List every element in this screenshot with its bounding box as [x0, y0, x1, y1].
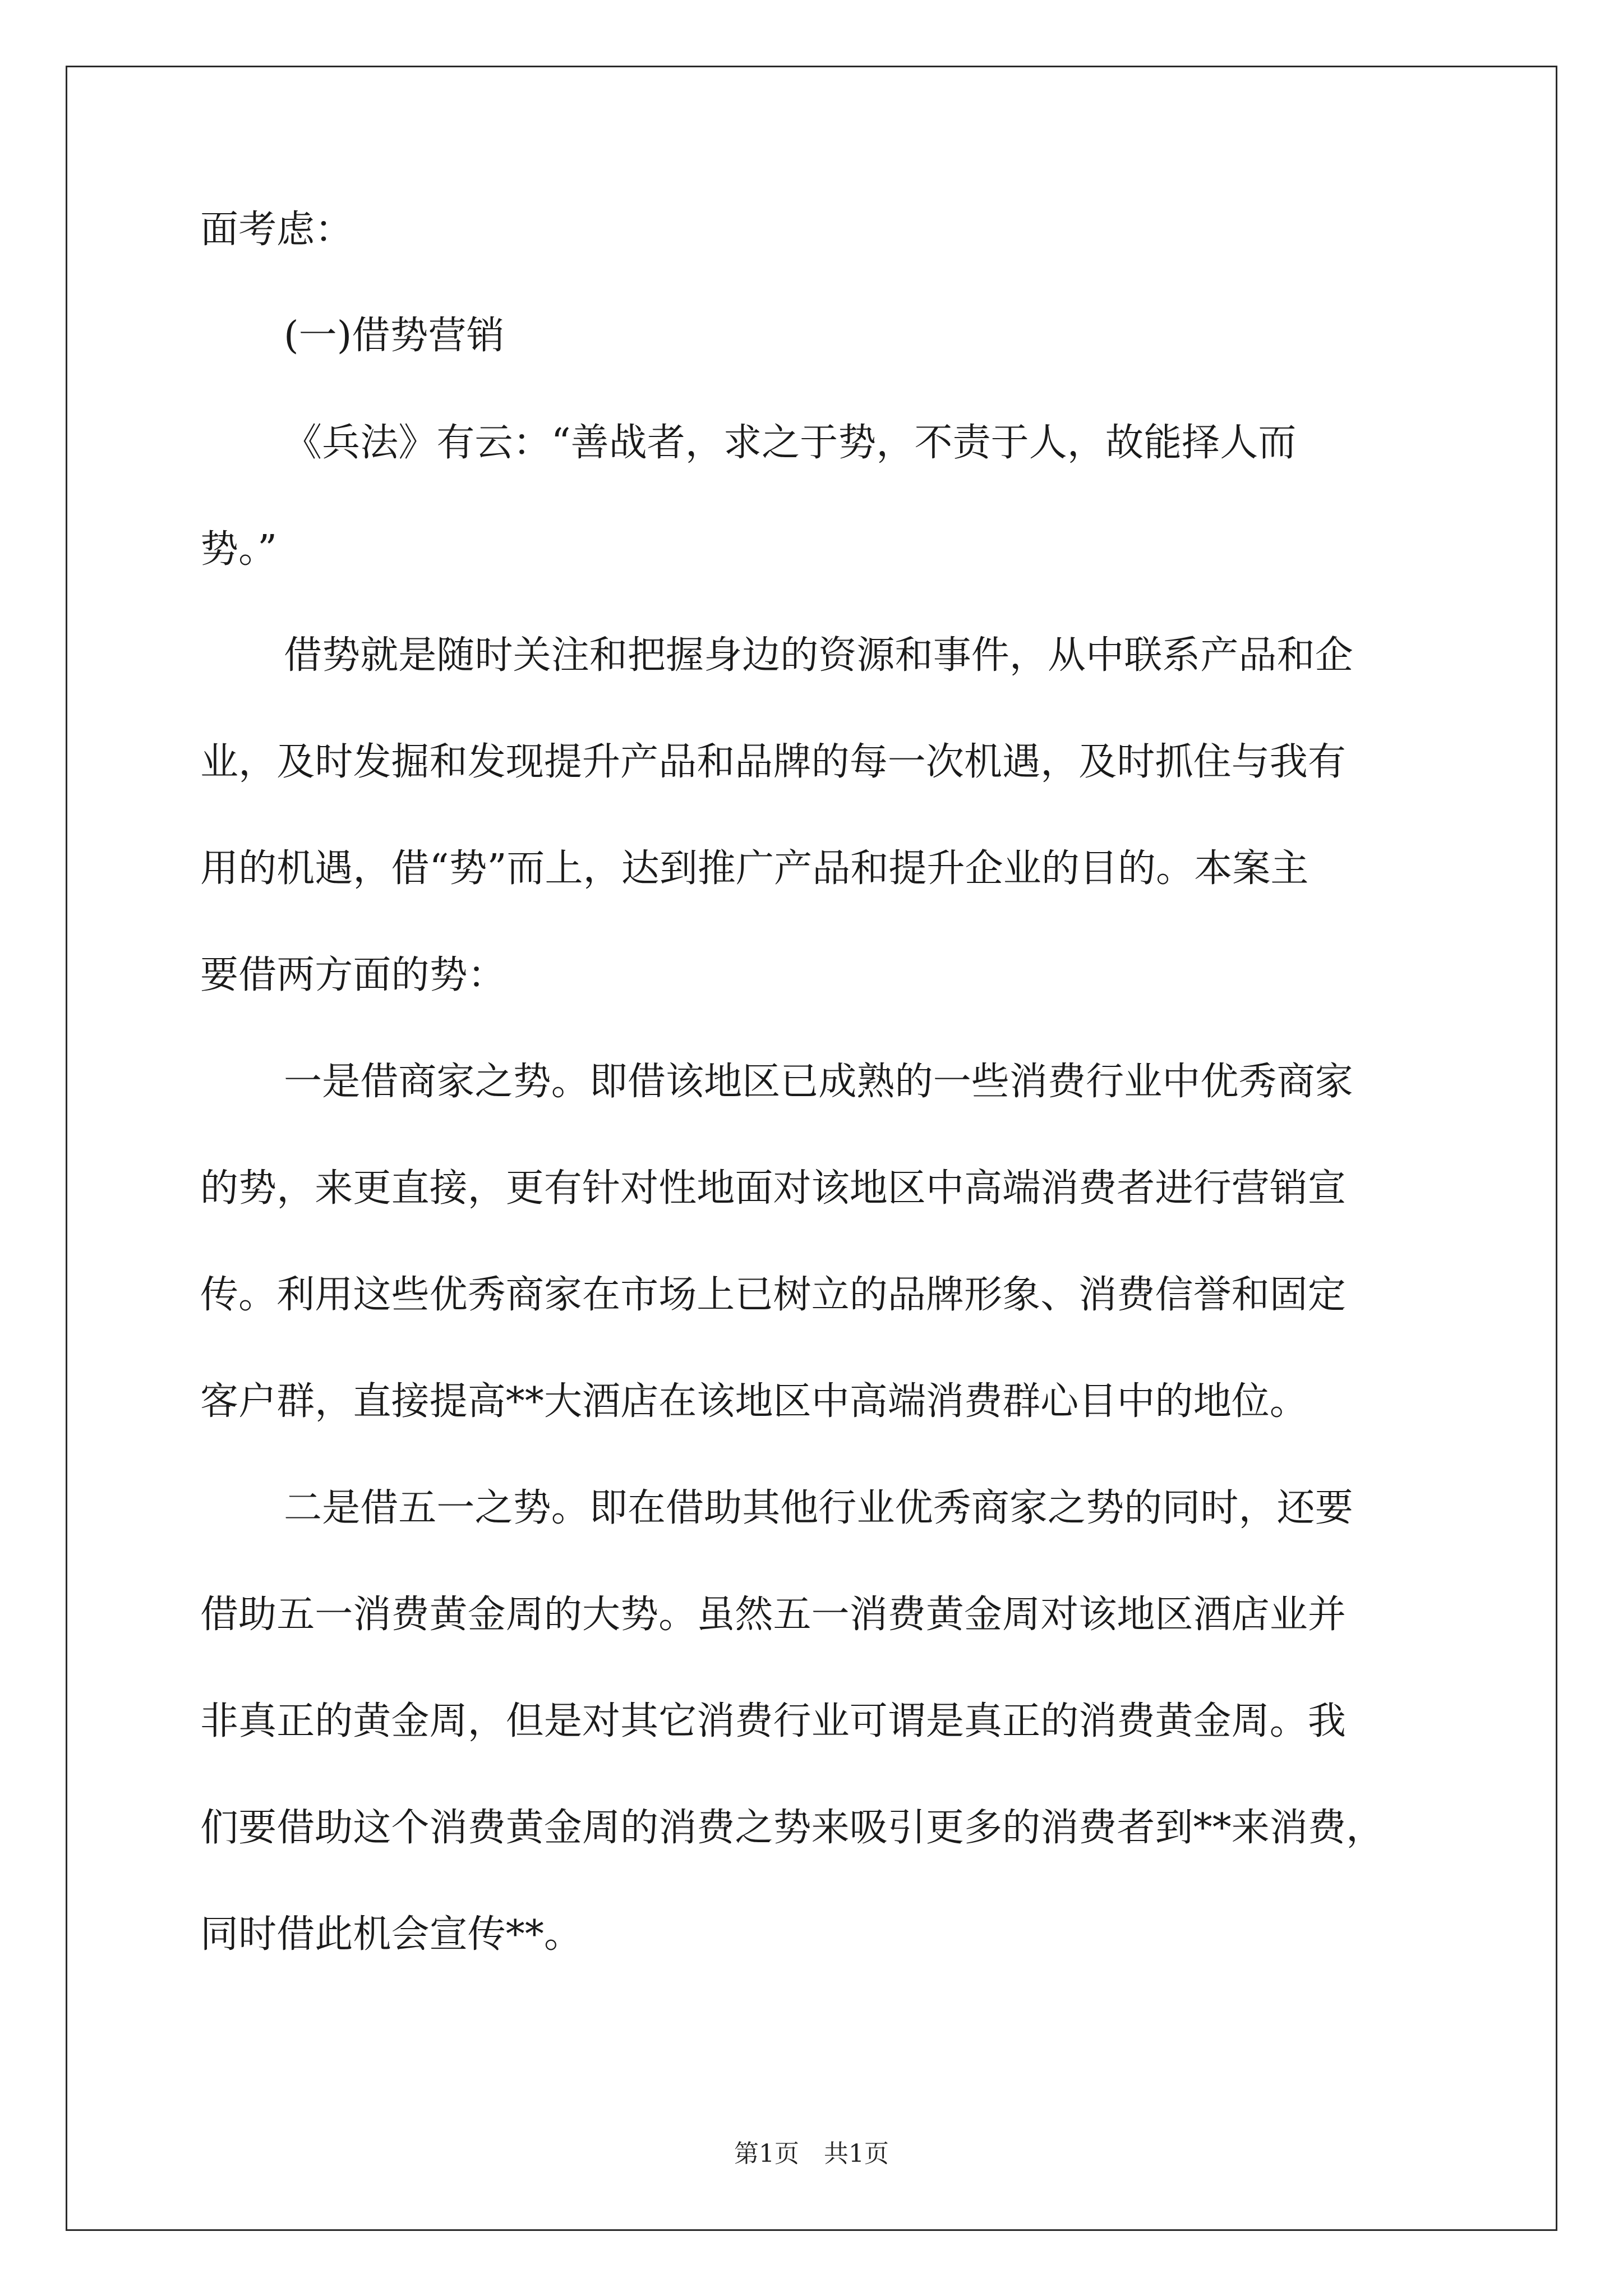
text-line: 《兵法》有云：“善战者，求之于势，不责于人，故能择人而 — [284, 421, 1297, 465]
page-border — [66, 66, 1557, 2231]
text-line: 用的机遇，借“势”而上，达到推广产品和提升企业的目的。本案主 — [200, 846, 1309, 891]
text-line: 同时借此机会宣传**。 — [200, 1912, 583, 1957]
text-line: 的势，来更直接，更有针对性地面对该地区中高端消费者进行营销宣 — [200, 1166, 1347, 1211]
text-line: 一是借商家之势。即借该地区已成熟的一些消费行业中优秀商家 — [284, 1060, 1353, 1104]
text-line: 面考虑： — [200, 208, 353, 252]
text-line: 二是借五一之势。即在借助其他行业优秀商家之势的同时，还要 — [284, 1486, 1353, 1530]
text-line: 要借两方面的势： — [200, 953, 506, 997]
page-footer: 第1页 共1页 — [734, 2139, 889, 2168]
text-line: 业，及时发掘和发现提升产品和品牌的每一次机遇，及时抓住与我有 — [200, 740, 1347, 784]
text-line: 势。” — [200, 527, 278, 572]
text-line: 们要借助这个消费黄金周的消费之势来吸引更多的消费者到**来消费， — [200, 1806, 1385, 1850]
text-line: 非真正的黄金周，但是对其它消费行业可谓是真正的消费黄金周。我 — [200, 1699, 1347, 1743]
text-line: 借势就是随时关注和把握身边的资源和事件，从中联系产品和企 — [284, 633, 1353, 678]
section-heading: (一)借势营销 — [284, 314, 505, 358]
text-line: 借助五一消费黄金周的大势。虽然五一消费黄金周对该地区酒店业并 — [200, 1593, 1347, 1637]
text-line: 客户群，直接提高**大酒店在该地区中高端消费群心目中的地位。 — [200, 1379, 1308, 1424]
text-line: 传。利用这些优秀商家在市场上已树立的品牌形象、消费信誉和固定 — [200, 1273, 1347, 1317]
